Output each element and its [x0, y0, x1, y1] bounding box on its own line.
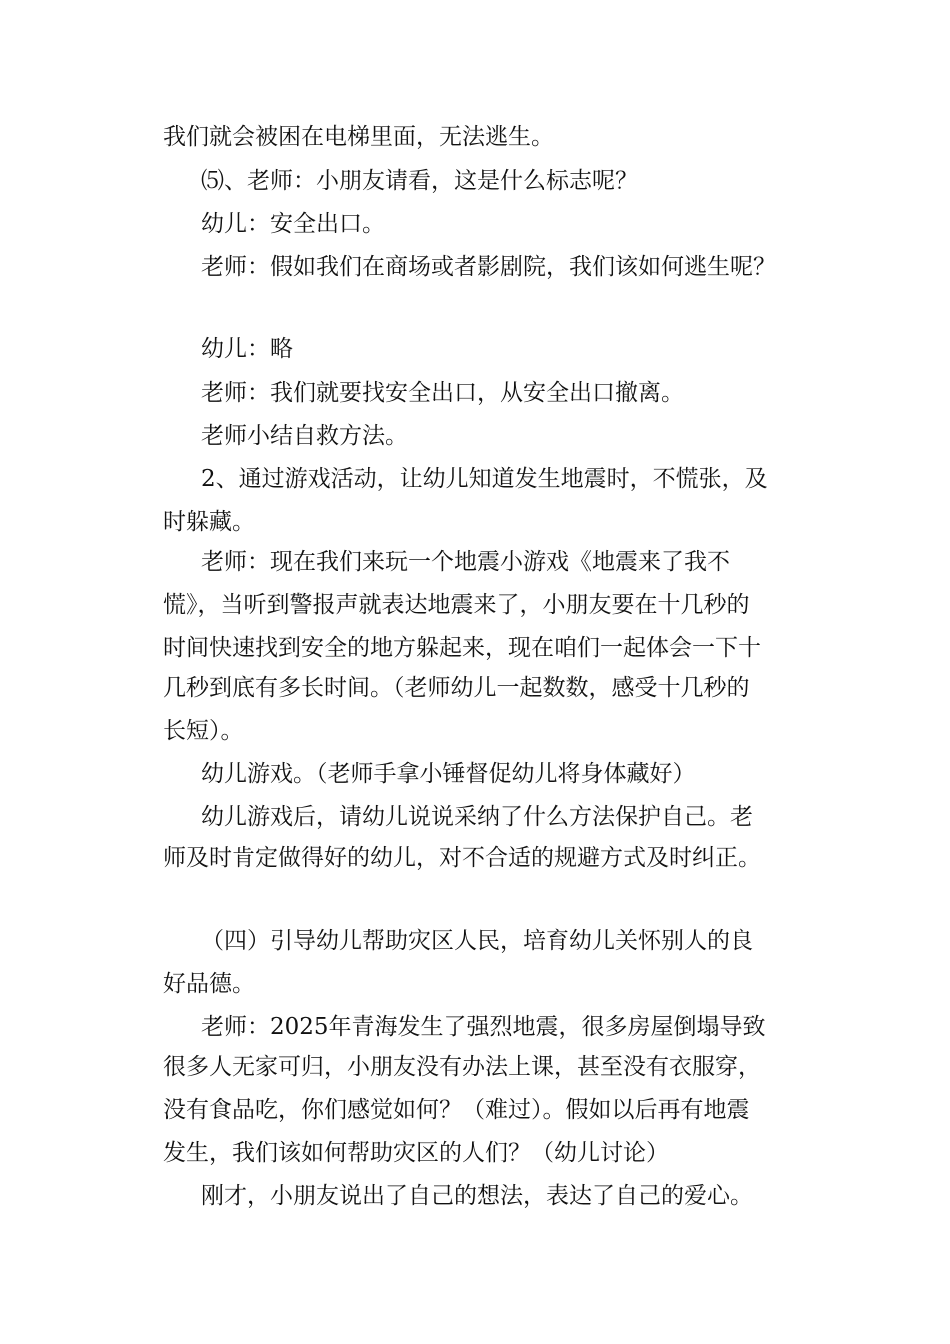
text-line: 刚才，小朋友说出了自己的想法，表达了自己的爱心。 — [201, 1183, 753, 1209]
text-line: 2、通过游戏活动，让幼儿知道发生地震时，不慌张，及 — [201, 466, 768, 492]
text-line: 老师小结自救方法。 — [201, 423, 408, 449]
text-line: 老师：现在我们来玩一个地震小游戏《地震来了我不 — [201, 549, 730, 575]
text-line: 慌》，当听到警报声就表达地震来了，小朋友要在十几秒的 — [163, 592, 750, 618]
text-line: ⑸、老师：小朋友请看，这是什么标志呢？ — [201, 168, 638, 194]
text-line: 我们就会被困在电梯里面，无法逃生。 — [163, 124, 554, 150]
text-line: 师及时肯定做得好的幼儿，对不合适的规避方式及时纠正。 — [163, 845, 761, 871]
text-line: 时躲藏。 — [163, 509, 255, 535]
text-line: 发生，我们该如何帮助灾区的人们？（幼儿讨论） — [163, 1140, 669, 1166]
text-line: 老师：2025年青海发生了强烈地震，很多房屋倒塌导致 — [201, 1014, 766, 1040]
text-line: 幼儿游戏后，请幼儿说说采纳了什么方法保护自己。老 — [201, 804, 753, 830]
text-line: 幼儿：安全出口。 — [201, 211, 385, 237]
text-line: 没有食品吃，你们感觉如何？（难过）。假如以后再有地震 — [163, 1097, 750, 1123]
text-line: 好品德。 — [163, 971, 255, 997]
text-line: 长短）。 — [163, 718, 244, 744]
text-line: 幼儿游戏。（老师手拿小锤督促幼儿将身体藏好） — [201, 761, 696, 787]
text-line: 时间快速找到安全的地方躲起来，现在咱们一起体会一下十 — [163, 635, 761, 661]
text-line: 很多人无家可归，小朋友没有办法上课，甚至没有衣服穿， — [163, 1054, 761, 1080]
text-line: 老师：我们就要找安全出口，从安全出口撤离。 — [201, 380, 684, 406]
text-line: 幼儿：略 — [201, 336, 293, 362]
text-line: （四）引导幼儿帮助灾区人民，培育幼儿关怀别人的良 — [201, 928, 753, 954]
text-line: 老师：假如我们在商场或者影剧院，我们该如何逃生呢？ — [201, 254, 776, 280]
text-line: 几秒到底有多长时间。（老师幼儿一起数数，感受十几秒的 — [163, 675, 750, 701]
